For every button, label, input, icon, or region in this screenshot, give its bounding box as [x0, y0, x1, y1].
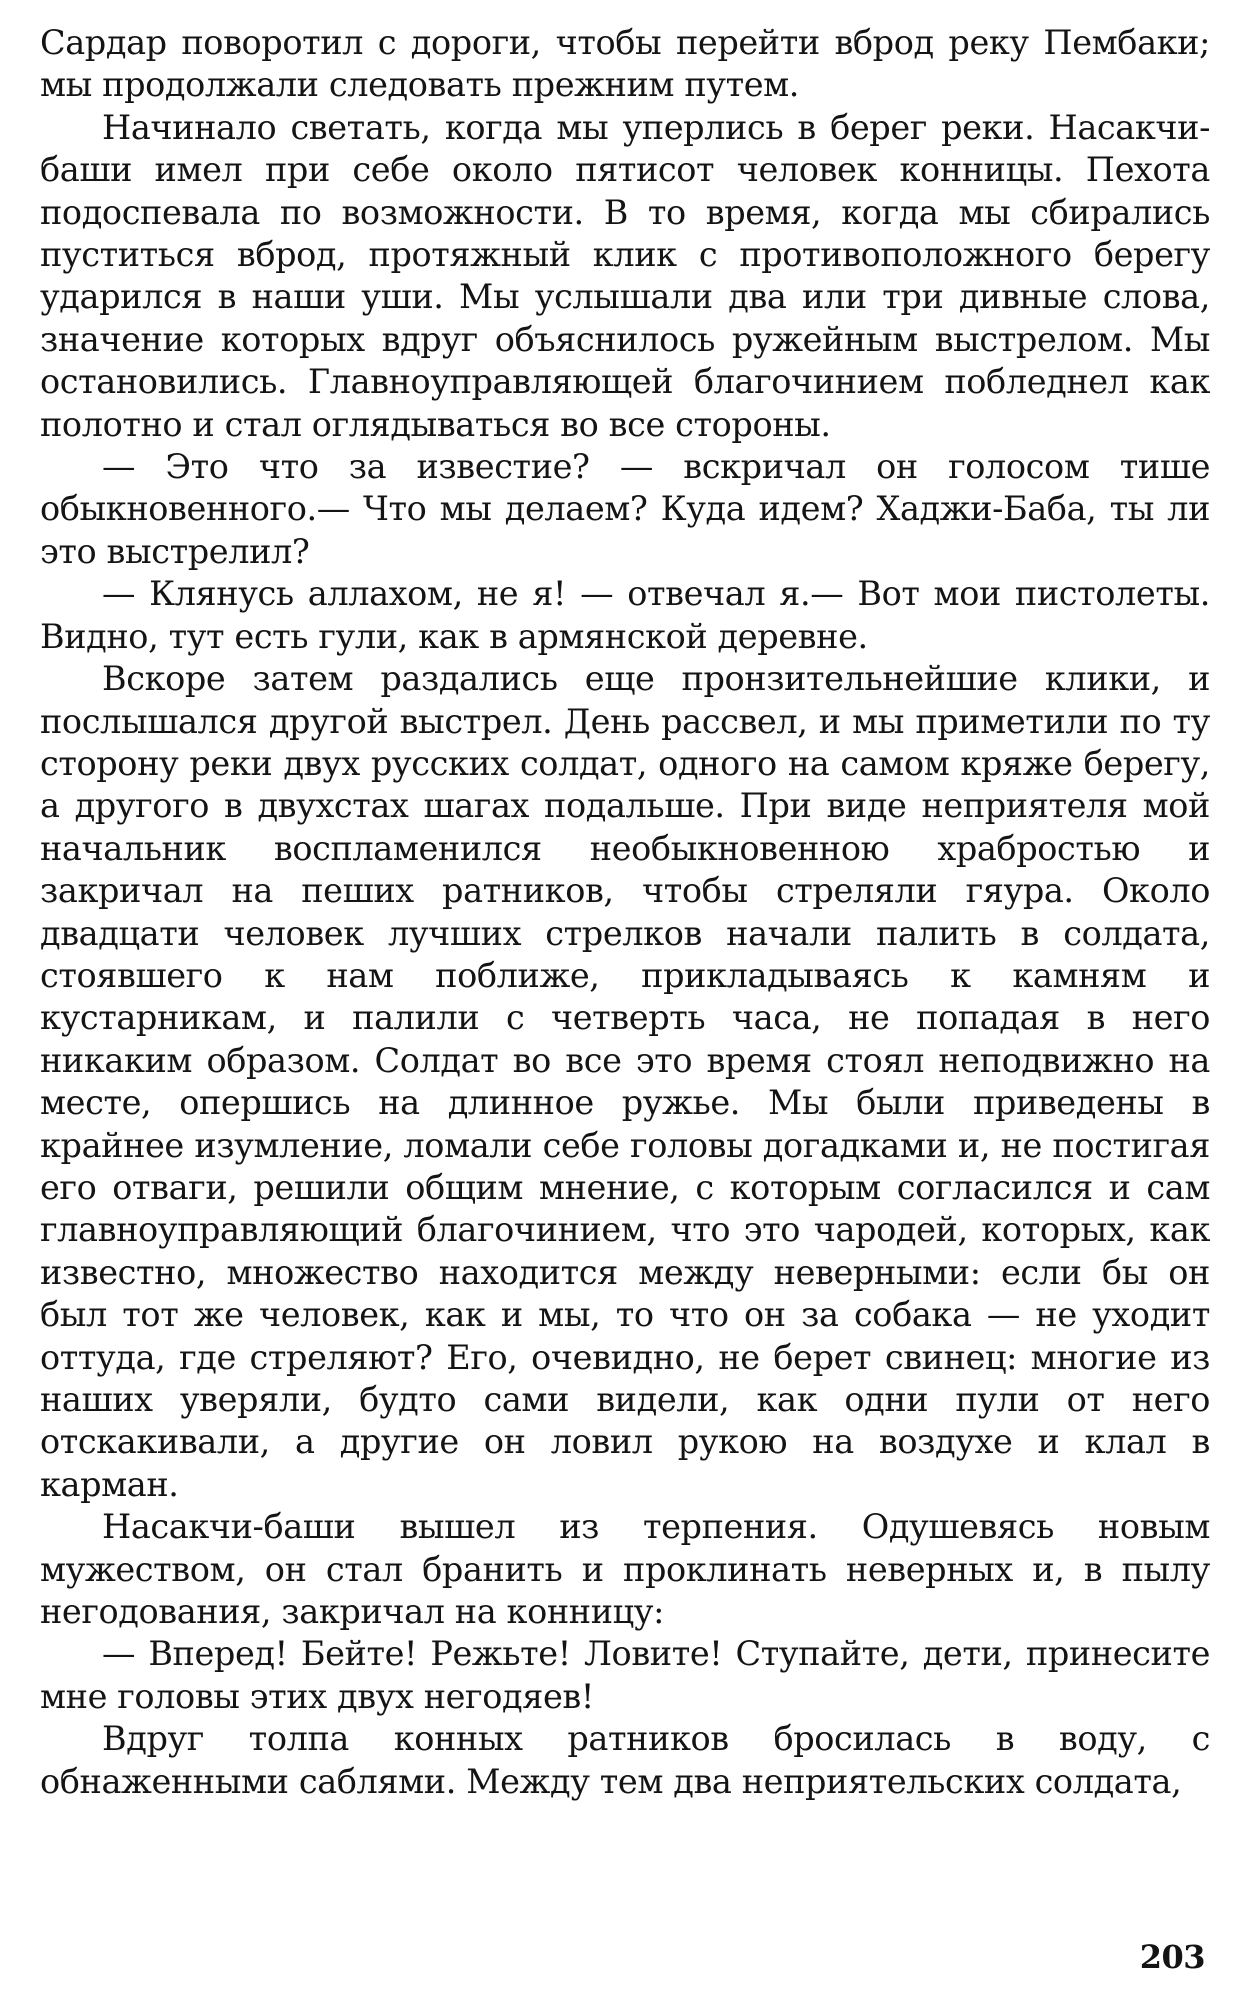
paragraph-6: Насакчи-баши вышел из терпения. Одушевясь новым мужеством, он стал бранить и проклинать неверных и, в пылу негодования, закричал на конницу: [40, 1507, 1210, 1632]
paragraph-4-dialogue: — Клянусь аллахом, не я! — отвечал я.— Вот мои пистолеты. Видно, тут есть гули, как в армянской деревне. [40, 574, 1210, 656]
paragraph-7-dialogue: — Вперед! Бейте! Режьте! Ловите! Ступайте, дети, принесите мне головы этих двух негодяев! [40, 1634, 1210, 1716]
paragraph-2: Начинало светать, когда мы уперлись в берег реки. Насакчи-баши имел при себе около пятисот человек конницы. Пехота подоспевала по возможности. В то время, когда мы сбирались пуститься вброд, протяжный клик с противоположного берегу ударился в наши уши. Мы услышали два или три дивные слова, значение которых вдруг объяснилось ружейным выстрелом. Мы остановились. Главноуправляющей благочинием побледнел как полотно и стал оглядываться во все стороны. [40, 107, 1210, 444]
paragraph-1: Сардар поворотил с дороги, чтобы перейти вброд реку Пембаки; мы продолжали следовать прежним путем. [40, 23, 1210, 105]
paragraph-8: Вдруг толпа конных ратников бросилась в воду, с обнаженными саблями. Между тем два неприятельских солдата, [40, 1719, 1210, 1801]
paragraph-5: Вскоре затем раздались еще пронзительнейшие клики, и послышался другой выстрел. День рассвел, и мы приметили по ту сторону реки двух русских солдат, одного на самом кряже берегу, а другого в двухстах шагах подальше. При виде неприятеля мой начальник воспламенился необыкновенною храбростью и закричал на пеших ратников, чтобы стреляли гяура. Около двадцати человек лучших стрелков начали палить в солдата, стоявшего к нам поближе, прикладываясь к камням и кустарникам, и палили с четверть часа, не попадая в него никаким образом. Солдат во все это время стоял неподвижно на месте, опершись на длинное ружье. Мы были приведены в крайнее изумление, ломали себе головы догадками и, не постигая его отваги, решили общим мнение, с которым согласился и сам главноуправляющий благочинием, что это чародей, которых, как известно, множество находится между неверными: если бы он был тот же человек, как и мы, то что он за собака — не уходит оттуда, где стреляют? Его, очевидно, не берет свинец: многие из наших уверяли, будто сами видели, как одни пули от него отскакивали, а другие он ловил рукою на воздухе и клал в карман. [40, 659, 1210, 1504]
book-page-text [40, 22, 1210, 1803]
paragraph-3-dialogue: — Это что за известие? — вскричал он голосом тише обыкновенного.— Что мы делаем? Куда идем? Хаджи-Баба, ты ли это выстрелил? [40, 447, 1210, 571]
page-number: 203 [1139, 1938, 1205, 1976]
